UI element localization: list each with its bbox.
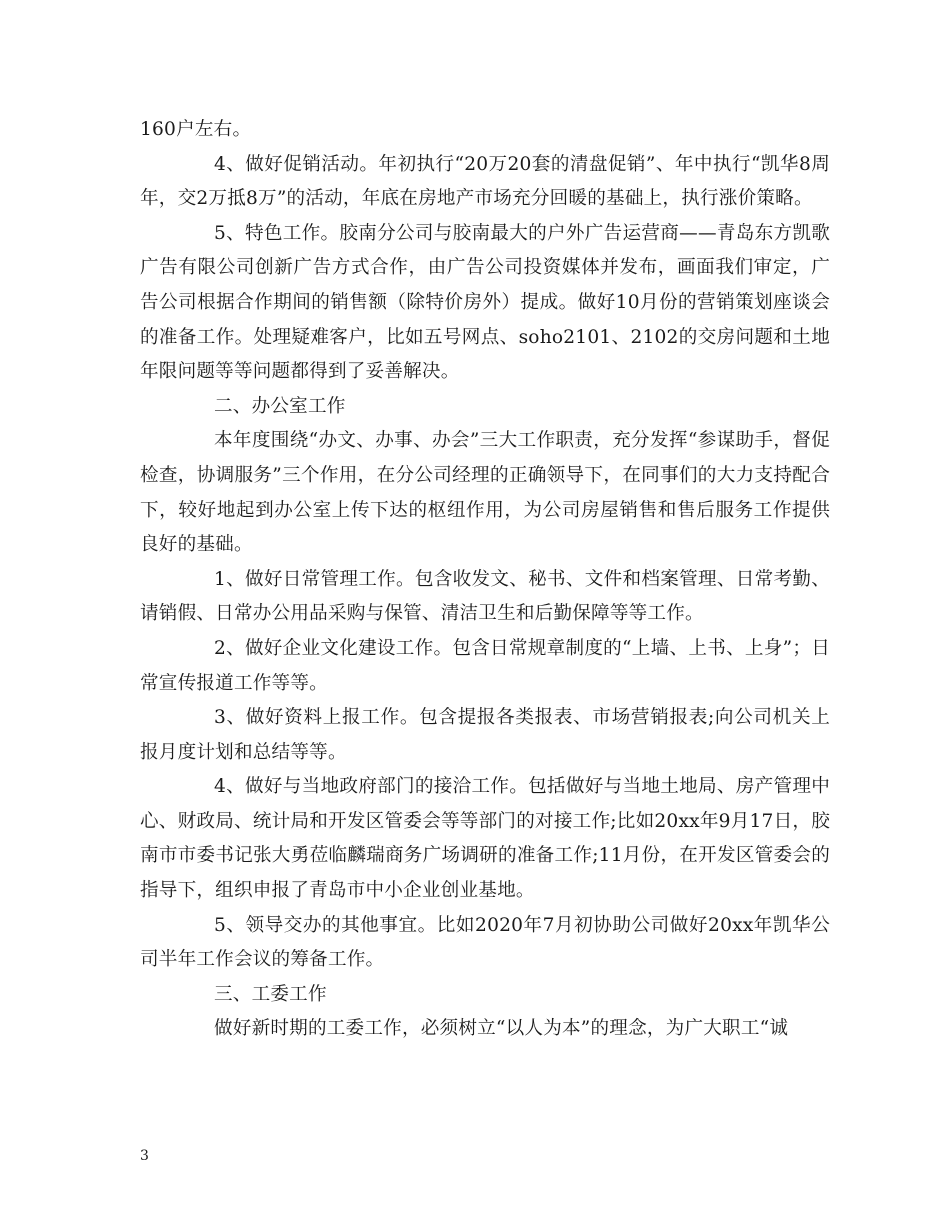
paragraph-office-intro: 本年度围绕“办文、办事、办会”三大工作职责，充分发挥“参谋助手，督促检查，协调服务”三个作用，在分公司经理的正确领导下，在同事们的大力支持配合下，较好地起到办公室上传下达的枢纽作用，为公司房屋销售和售后服务工作提供良好的基础。 <box>140 430 830 556</box>
paragraph-item-4-promotion: 4、做好促销活动。年初执行“20万20套的清盘促销”、年中执行“凯华8周年，交2万抵8万”的活动，年底在房地产市场充分回暖的基础上，执行涨价策略。 <box>140 153 830 210</box>
section-heading-union-work: 三、工委工作 <box>214 983 327 1005</box>
page-number: 3 <box>140 1148 149 1164</box>
paragraph-office-item-2: 2、做好企业文化建设工作。包含日常规章制度的“上墙、上书、上身”；日常宣传报道工作等等。 <box>140 637 830 694</box>
paragraph-office-item-5: 5、领导交办的其他事宜。比如2020年7月初协助公司做好20xx年凯华公司半年工作会议的筹备工作。 <box>140 914 830 971</box>
paragraph-office-item-3: 3、做好资料上报工作。包含提报各类报表、市场营销报表;向公司机关上报月度计划和总结等等。 <box>140 707 830 763</box>
paragraph-office-item-4: 4、做好与当地政府部门的接洽工作。包括做好与当地土地局、房产管理中心、财政局、统计局和开发区管委会等等部门的对接工作;比如20xx年9月17日，胶南市市委书记张大勇莅临麟瑞商务广场调研的准备工作;11月份，在开发区管委会的指导下，组织申报了青岛市中小企业创业基地。 <box>140 776 830 902</box>
paragraph-union-intro: 做好新时期的工委工作，必须树立“以人为本”的理念，为广大职工“诚 <box>214 1018 789 1040</box>
section-heading-office-work: 二、办公室工作 <box>214 395 346 417</box>
document-body <box>140 113 830 1047</box>
paragraph-item-5-special-work: 5、特色工作。胶南分公司与胶南最大的户外广告运营商——青岛东方凯歌广告有限公司创新广告方式合作，由广告公司投资媒体并发布，画面我们审定，广告公司根据合作期间的销售额（除特价房外）提成。做好10月份的营销策划座谈会的准备工作。处理疑难客户，比如五号网点、soho2101、2102的交房问题和土地年限问题等等问题都得到了妥善解决。 <box>140 222 830 383</box>
paragraph-continuation: 160户左右。 <box>140 119 252 140</box>
paragraph-office-item-1: 1、做好日常管理工作。包含收发文、秘书、文件和档案管理、日常考勤、请销假、日常办公用品采购与保管、清洁卫生和后勤保障等等工作。 <box>140 568 830 625</box>
